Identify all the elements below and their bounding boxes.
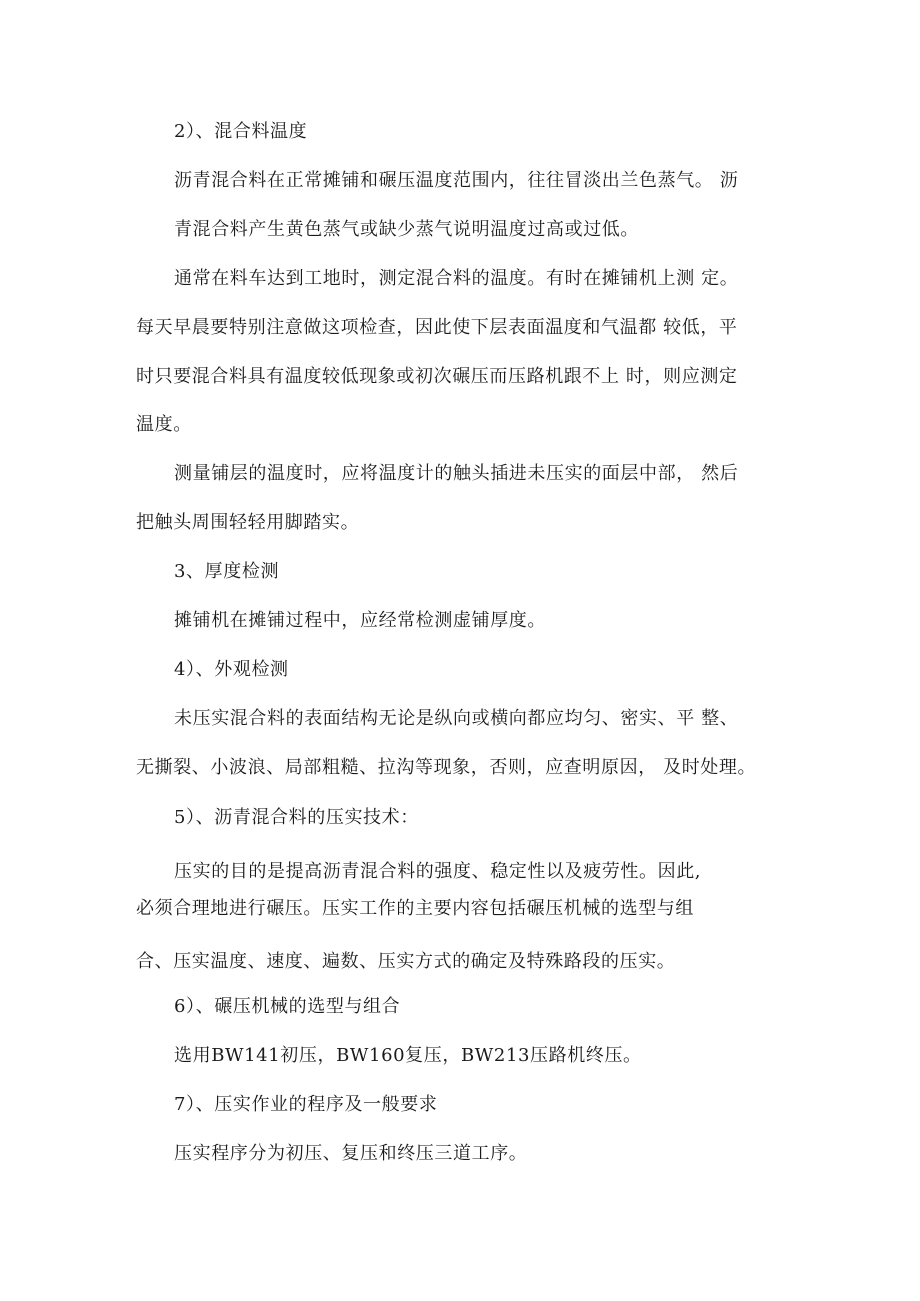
paragraph-line: 压实的目的是提高沥青混合料的强度、稳定性以及疲劳性。因此, [174, 861, 702, 882]
heading-appearance-check: 4）、外观检测 [174, 659, 289, 680]
paragraph-line: 每天早晨要特别注意做这项检查，因此使下层表面温度和气温都 较低，平 [136, 317, 738, 338]
paragraph-line: 把触头周围轻轻用脚踏实。 [136, 512, 360, 533]
paragraph-line: 测量铺层的温度时，应将温度计的触头插进未压实的面层中部， 然后 [174, 463, 739, 484]
paragraph-line: 通常在料车达到工地时，测定混合料的温度。有时在摊铺机上测 定。 [174, 268, 739, 289]
paragraph-line: 压实程序分为初压、复压和终压三道工序。 [174, 1143, 528, 1164]
paragraph-line: 必须合理地进行碾压。压实工作的主要内容包括碾压机械的选型与组 [136, 898, 694, 919]
paragraph-line: 时只要混合料具有温度较低现象或初次碾压而压路机跟不上 时，则应测定 [136, 366, 738, 387]
heading-compaction-procedure: 7）、压实作业的程序及一般要求 [174, 1094, 438, 1115]
paragraph-line: 合、压实温度、速度、遍数、压实方式的确定及特殊路段的压实。 [136, 951, 676, 972]
paragraph-line: 未压实混合料的表面结构无论是纵向或横向都应均匀、密实、平 整、 [174, 708, 739, 729]
paragraph-line: 青混合料产生黄色蒸气或缺少蒸气说明温度过高或过低。 [174, 219, 639, 240]
paragraph-line: 温度。 [136, 414, 192, 435]
paragraph-line: 无撕裂、小波浪、局部粗糙、拉沟等现象，否则，应查明原因， 及时处理。 [136, 757, 757, 778]
heading-roller-selection: 6）、碾压机械的选型与组合 [174, 996, 401, 1017]
paragraph-line: 选用BW141初压，BW160复压，BW213压路机终压。 [174, 1045, 642, 1066]
paragraph-line: 摊铺机在摊铺过程中，应经常检测虚铺厚度。 [174, 610, 546, 631]
heading-compaction-technique: 5）、沥青混合料的压实技术： [174, 807, 419, 828]
paragraph-line: 沥青混合料在正常摊铺和碾压温度范围内，往往冒淡出兰色蒸气。 沥 [174, 170, 739, 191]
heading-thickness-check: 3、厚度检测 [174, 561, 280, 582]
heading-mix-temperature: 2）、混合料温度 [174, 121, 308, 142]
